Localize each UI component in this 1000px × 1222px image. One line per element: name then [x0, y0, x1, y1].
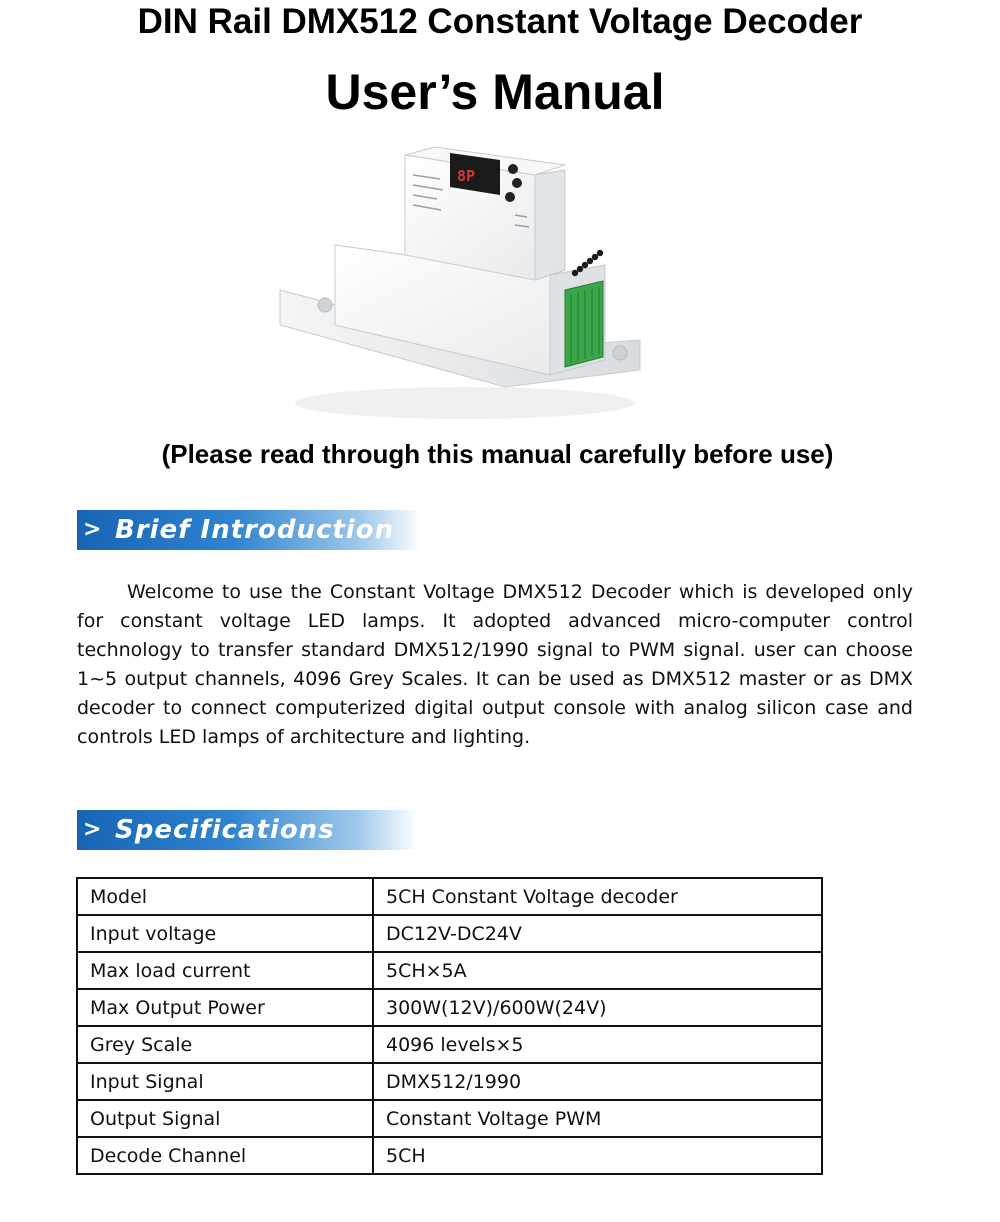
table-row	[77, 878, 822, 915]
table-row	[77, 1026, 822, 1063]
spec-label: Output Signal	[77, 1100, 373, 1137]
intro-paragraph	[77, 578, 913, 752]
intro-text: Welcome to use the Constant Voltage DMX512 Decoder which is developed only for constant voltage LED lamps. It adopted advanced micro-computer control technology to transfer standard DMX512/1990 signal to PWM signal. user can choose 1~5 output channels, 4096 Grey Scales. It can be used as DMX512 master or as DMX decoder to connect computerized digital output console with analog silicon case and controls LED lamps of architecture and lighting.	[77, 581, 913, 748]
table-row	[77, 915, 822, 952]
document-subtitle: User’s Manual	[325, 64, 665, 120]
spec-value: DC12V-DC24V	[373, 915, 822, 952]
table-row	[77, 989, 822, 1026]
display-digits: 8P	[457, 167, 476, 185]
spec-value: 5CH×5A	[373, 952, 822, 989]
spec-value: 300W(12V)/600W(24V)	[373, 989, 822, 1026]
spec-value: Constant Voltage PWM	[373, 1100, 822, 1137]
spec-label: Model	[77, 878, 373, 915]
spec-label: Input voltage	[77, 915, 373, 952]
section-header-intro	[77, 510, 422, 550]
document-title: DIN Rail DMX512 Constant Voltage Decoder	[137, 2, 863, 41]
table-row	[77, 1063, 822, 1100]
section-header-specs	[77, 810, 417, 850]
chevron-right-icon: >	[83, 517, 102, 542]
table-row	[77, 1100, 822, 1137]
spec-table	[76, 877, 823, 1175]
spec-label: Decode Channel	[77, 1137, 373, 1174]
spec-label: Grey Scale	[77, 1026, 373, 1063]
spec-value: 5CH Constant Voltage decoder	[373, 878, 822, 915]
product-image	[265, 135, 655, 425]
spec-value: 4096 levels×5	[373, 1026, 822, 1063]
section-title-specs: Specifications	[115, 815, 335, 845]
read-manual-notice: (Please read through this manual carefully before use)	[161, 439, 834, 469]
spec-value: 5CH	[373, 1137, 822, 1174]
section-title-intro: Brief Introduction	[115, 515, 395, 545]
spec-label: Max load current	[77, 952, 373, 989]
table-row	[77, 1137, 822, 1174]
spec-label: Input Signal	[77, 1063, 373, 1100]
chevron-right-icon: >	[83, 817, 102, 842]
spec-label: Max Output Power	[77, 989, 373, 1026]
spec-value: DMX512/1990	[373, 1063, 822, 1100]
table-row	[77, 952, 822, 989]
